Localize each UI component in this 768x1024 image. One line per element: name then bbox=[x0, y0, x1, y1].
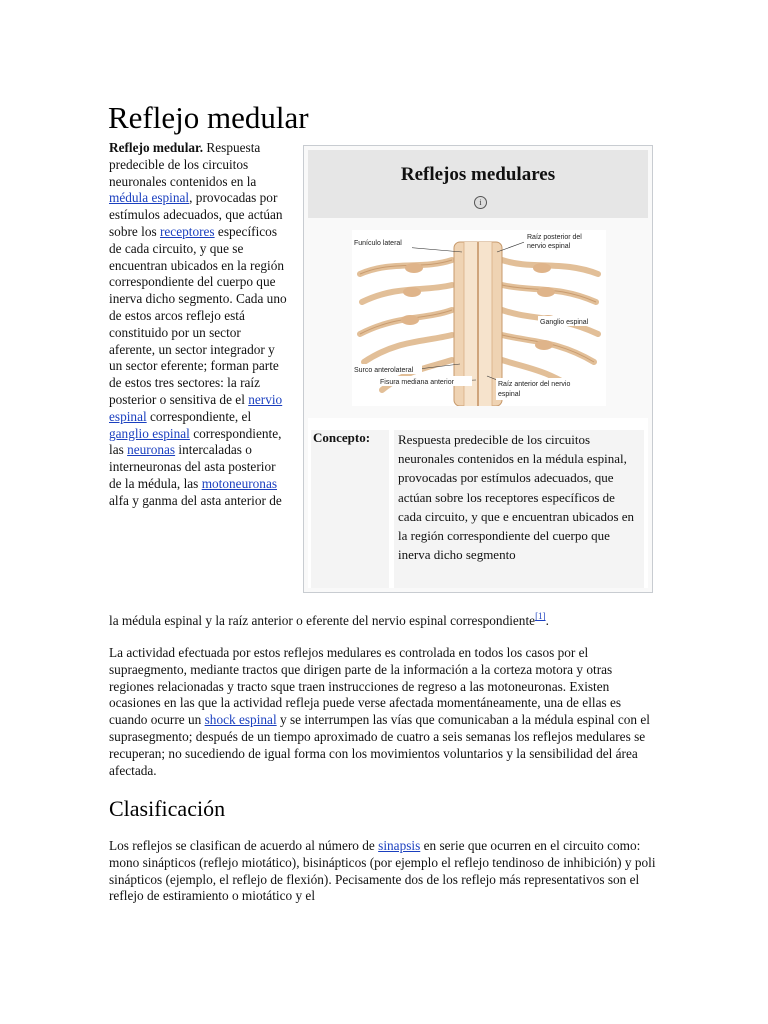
intro-text: específicos de cada circuito, y que se encuentran ubicados en la región correspondiente del cuerpo que inerva dicho segmento. Cada uno de estos arcos reflejo está constituido por un sector aferente, un sector integrador y un sector eferente; forman parte de estos tres sectores: la raíz posterior o sensitiva de el bbox=[109, 223, 287, 407]
reference-link[interactable]: [1] bbox=[535, 611, 546, 621]
link-neuronas[interactable]: neuronas bbox=[127, 442, 176, 458]
link-nervio-espinal[interactable]: nervio espinal bbox=[109, 391, 283, 424]
link-ganglio-espinal[interactable]: ganglio espinal bbox=[109, 425, 190, 441]
label-funiculo-lateral: Funículo lateral bbox=[354, 240, 402, 247]
paragraph-text: y se interrumpen las vías que comunicaban a la médula espinal con el suprasegmento; después de un tiempo aproximado de cuatro a seis semanas los reflejos medulares se recuperan; no sucediendo de igual forma con los movimientos voluntarios y la sensibilidad del área afectada. bbox=[109, 712, 650, 778]
label-ganglio-espinal: Ganglio espinal bbox=[540, 319, 589, 326]
infobox-title: Reflejos medulares bbox=[400, 164, 556, 185]
link-sinapsis[interactable]: sinapsis bbox=[378, 838, 421, 853]
label-fisura-mediana: Fisura mediana anterior bbox=[380, 379, 454, 386]
infobox bbox=[303, 145, 653, 593]
label-surco-anterolateral: Surco anterolateral bbox=[354, 367, 414, 374]
link-medula-espinal[interactable]: médula espinal bbox=[109, 190, 190, 206]
intro-bold-lead: Reflejo medular. bbox=[109, 140, 204, 155]
label-raiz-anterior-2: espinal bbox=[498, 391, 521, 398]
label-raiz-posterior-2: nervio espinal bbox=[527, 243, 571, 250]
intro-text: alfa y ganma del asta anterior de bbox=[109, 492, 282, 508]
intro-text: Respuesta predecible de los circuitos neuronales contenidos en la bbox=[109, 140, 261, 189]
link-receptores[interactable]: receptores bbox=[159, 223, 215, 239]
page-title: Reflejo medular bbox=[108, 100, 309, 135]
paragraph-actividad bbox=[109, 645, 657, 779]
paragraph-text: Los reflejos se clasifican de acuerdo al número de bbox=[109, 838, 379, 853]
link-shock-espinal[interactable]: shock espinal bbox=[204, 712, 277, 728]
intro-text: correspondiente, las bbox=[109, 425, 282, 458]
intro-paragraph bbox=[109, 140, 287, 510]
infobox-row-concepto bbox=[308, 418, 648, 588]
intro-text: intercaladas o interneuronas del asta posterior de la médula, las bbox=[109, 442, 276, 491]
intro-text: correspondiente, el bbox=[146, 408, 252, 424]
continuation-text: la médula espinal y la raíz anterior o eferente del nervio espinal correspondiente bbox=[109, 613, 536, 628]
infobox-header bbox=[308, 150, 648, 218]
intro-text: , provocadas por estímulos adecuados, que actúan sobre los bbox=[109, 190, 283, 239]
paragraph-clasificacion bbox=[109, 838, 657, 905]
label-raiz-anterior: Raíz anterior del nervio bbox=[498, 381, 571, 388]
intro-continuation bbox=[109, 608, 669, 630]
info-icon[interactable]: i bbox=[474, 196, 487, 209]
continuation-end: . bbox=[545, 613, 549, 628]
link-motoneuronas[interactable]: motoneuronas bbox=[201, 475, 278, 491]
spinal-cord-figure bbox=[352, 230, 606, 406]
paragraph-text: en serie que ocurren en el circuito como: mono sinápticos (reflejo miotático), bisinápticos (por ejemplo el reflejo tendinoso de inhibición) y poli sinápticos (ejemplo, el reflejo de flexión). Pecisamente dos de los reflejo más representativos son el reflejo de estiramiento o miotático y el bbox=[109, 838, 656, 904]
paragraph-text: La actividad efectuada por estos reflejos medulares es controlada en todos los casos por el supraegmento, mediante tractos que dirigen parte de la información a la corteza motora y otras regiones relacionadas y tracto sque traen instrucciones de regreso a las motoneuronas. Existen ocasiones en las que la actividad refleja puede verse afectada momentáneamente, una de ellas es cuando ocurre un bbox=[109, 645, 622, 728]
infobox-row-label: Concepto: bbox=[311, 430, 389, 588]
label-raiz-posterior: Raíz posterior del bbox=[527, 234, 582, 241]
section-heading-clasificacion: Clasificación bbox=[109, 796, 226, 821]
infobox-row-value: Respuesta predecible de los circuitos neuronales contenidos en la médula espinal, provocadas por estímulos adecuados, que actúan sobre los receptores específicos de cada circuito, y que e encuentran ubicados en la región correspondiente del cuerpo que inerva dicho segmento bbox=[394, 430, 644, 588]
